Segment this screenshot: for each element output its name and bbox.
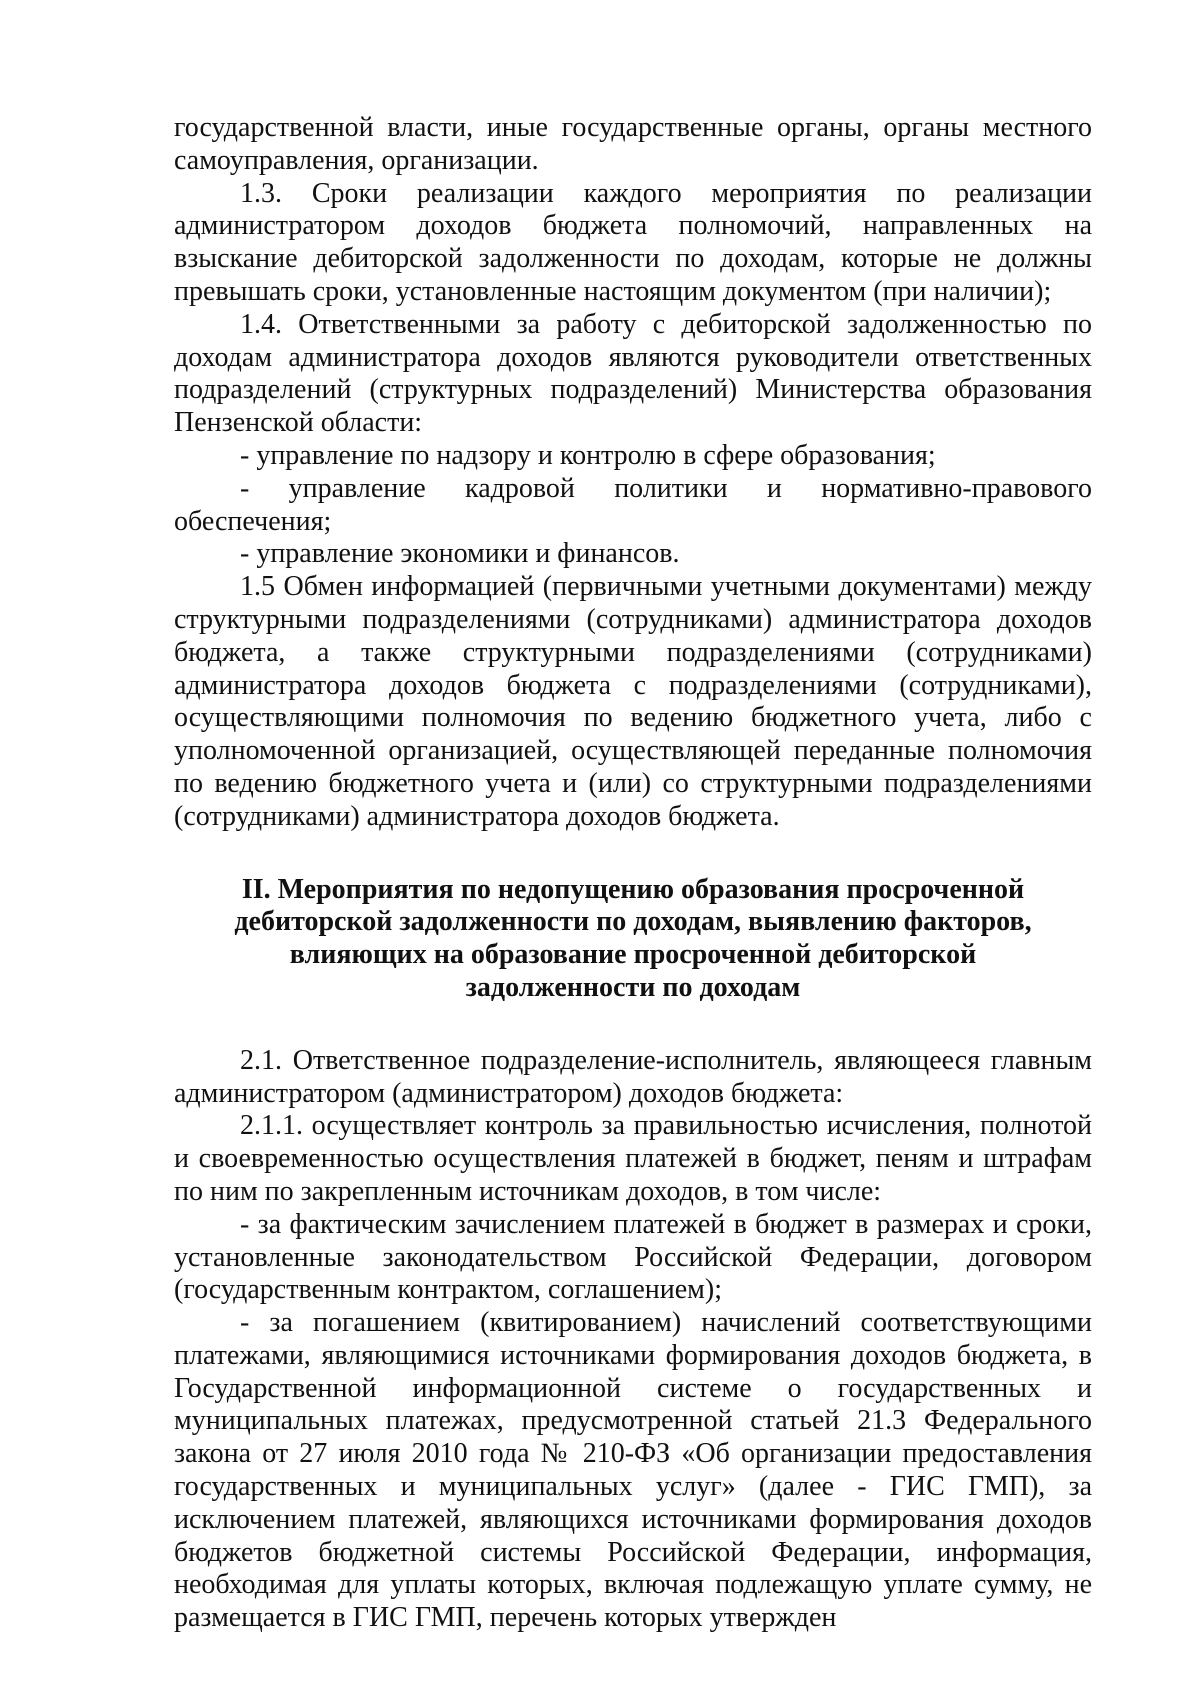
paragraph-1-5: 1.5 Обмен информацией (первичными учетными документами) между структурными подразделениями (сотрудниками) администратора доходов бюджета, а также структурными подразделениями (сотрудниками) администратора доходов бюджета с подразделениями (сотрудниками), осуществляющими полномочия по ведению бюджетного учета, либо с уполномоченной организацией, осуществляющей переданные полномочия по ведению бюджетного учета и (или) со структурными подразделениями (сотрудниками) администратора доходов бюджета. [174,571,1092,832]
paragraph-1-3: 1.3. Сроки реализации каждого мероприятия по реализации администратором доходов бюджета полномочий, направленных на взыскание дебиторской задолженности по доходам, которые не должны превышать сроки, установленные настоящим документом (при наличии); [174,177,1092,307]
heading-line: влияющих на образование просроченной дебиторской [289,939,977,971]
section-heading-ii [174,874,1092,1005]
heading-line: дебиторской задолженности по доходам, выявлению факторов, [234,906,1032,938]
list-item-personnel: - управление кадровой политики и нормативно-правового обеспечения; [174,472,1092,537]
heading-line: задолженности по доходам [465,971,801,1003]
paragraph-2-1: 2.1. Ответственное подразделение-исполнитель, являющееся главным администратором (администратором) доходов бюджета: [174,1044,1092,1109]
list-item-repayment: - за погашением (квитированием) начислений соответствующими платежами, являющимися источниками формирования доходов бюджета, в Государственной информационной системе о государственных и муниципальных платежах, предусмотренной статьей 21.3 Федерального закона от 27 июля 2010 года № 210-ФЗ «Об организации предоставления государственных и муниципальных услуг» (далее - ГИС ГМП), за исключением платежей, являющихся источниками формирования доходов бюджетов бюджетной системы Российской Федерации, информация, необходимая для уплаты которых, включая подлежащую уплате сумму, не размещается в ГИС ГМП, перечень которых утвержден [174,1307,1092,1634]
paragraph-continuation: государственной власти, иные государственные органы, органы местного самоуправления, организации. [174,112,1092,176]
list-item-actual-crediting: - за фактическим зачислением платежей в бюджет в размерах и сроки, установленные законодательством Российской Федерации, договором (государственным контрактом, соглашением); [174,1208,1092,1306]
paragraph-1-4: 1.4. Ответственными за работу с дебиторской задолженностью по доходам администратора доходов являются руководители ответственных подразделений (структурных подразделений) Министерства образования Пензенской области: [174,308,1092,439]
paragraph-2-1-1: 2.1.1. осуществляет контроль за правильностью исчисления, полнотой и своевременностью осуществления платежей в бюджет, пеням и штрафам по ним по закрепленным источникам доходов, в том числе: [174,1110,1092,1207]
document-page [174,112,1092,1635]
list-item-supervision: - управление по надзору и контролю в сфере образования; [240,439,936,471]
heading-line: II. Мероприятия по недопущению образования просроченной [241,873,1025,905]
list-item-economics: - управление экономики и финансов. [240,538,680,570]
